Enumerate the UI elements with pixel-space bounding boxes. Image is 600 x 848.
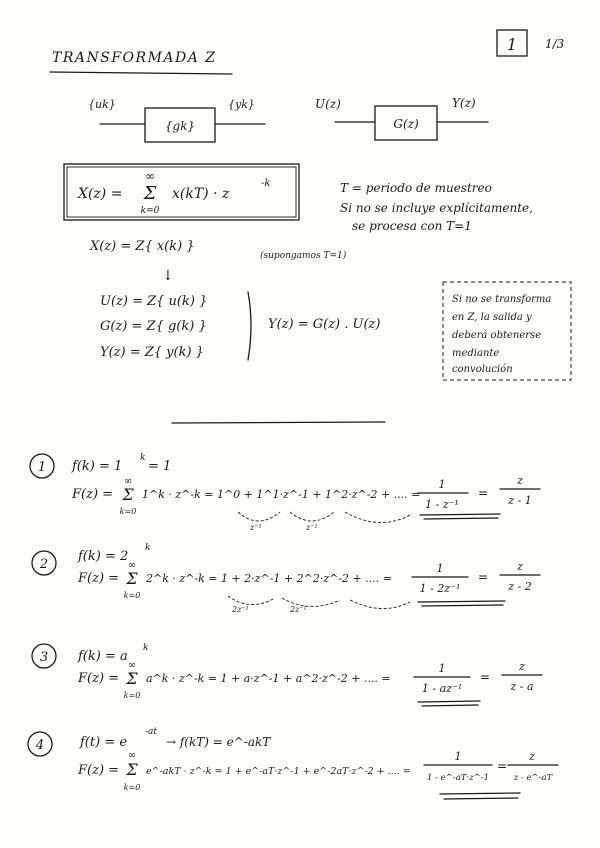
example-number: 2 bbox=[39, 557, 49, 572]
diagram-input-z: U(z) bbox=[315, 97, 341, 111]
example-F: F(z) = bbox=[72, 487, 114, 502]
example-sum-top: ∞ bbox=[127, 560, 137, 571]
def-note-3: se procesa con T=1 bbox=[352, 219, 472, 233]
example-number: 4 bbox=[35, 738, 45, 753]
def-note-2: Si no se incluye explícitamente, bbox=[340, 201, 533, 215]
z-g-line: G(z) = Z{ g(k) } bbox=[100, 319, 207, 334]
block-diagram-z bbox=[315, 96, 488, 140]
z-u-line: U(z) = Z{ u(k) } bbox=[100, 294, 208, 309]
assumption-note: (supongamos T=1) bbox=[260, 251, 347, 261]
def-note-1: T = periodo de muestreo bbox=[340, 181, 492, 195]
svg-text:z⁻¹: z⁻¹ bbox=[306, 523, 318, 532]
product-relation: Y(z) = G(z) . U(z) bbox=[268, 317, 381, 332]
example-sum-bottom: k=0 bbox=[119, 507, 137, 516]
page-title: TRANSFORMADA Z bbox=[52, 50, 217, 66]
example-f: f(k) = 2 bbox=[78, 549, 129, 564]
z-y-line: Y(z) = Z{ y(k) } bbox=[100, 345, 204, 360]
example-frac2-num: z bbox=[519, 660, 525, 673]
example-sum-bottom: k=0 bbox=[123, 783, 141, 792]
example-frac1-den: 1 - 2z⁻¹ bbox=[419, 582, 461, 595]
svg-text:=: = bbox=[480, 670, 491, 684]
example-f-exp: k bbox=[140, 453, 146, 463]
example-frac2-den: z - e^-aT bbox=[513, 773, 553, 783]
example-frac2-num: z bbox=[517, 560, 523, 573]
example-sum-symbol: Σ bbox=[122, 485, 134, 504]
section-divider bbox=[172, 422, 385, 423]
example-number: 1 bbox=[37, 460, 47, 475]
down-arrow: ↓ bbox=[162, 268, 174, 284]
example-f: f(t) = e bbox=[80, 735, 128, 750]
example-frac1-num: 1 bbox=[438, 478, 446, 491]
example-f: f(k) = a bbox=[78, 649, 128, 664]
block-diagram-time bbox=[88, 98, 265, 142]
example-f-exp: k bbox=[143, 643, 149, 653]
example-frac2-den: z - 1 bbox=[508, 494, 532, 507]
example-sum-top: ∞ bbox=[127, 750, 137, 761]
example-frac1-den: 1 - az⁻¹ bbox=[421, 682, 463, 695]
example-sum-top: ∞ bbox=[127, 660, 137, 671]
example-sum-symbol: Σ bbox=[126, 760, 138, 779]
svg-text:2z⁻¹: 2z⁻¹ bbox=[290, 605, 307, 614]
def-sum-bottom: k=0 bbox=[140, 206, 160, 216]
diagram-output-seq: {yk} bbox=[228, 98, 255, 111]
svg-text:=: = bbox=[497, 759, 508, 773]
dashed-note-5: convolución bbox=[452, 364, 513, 375]
example-expansion: 1^k · z^-k = 1^0 + 1^1·z^-1 + 1^2·z^-2 + .... = bbox=[142, 488, 421, 501]
brace bbox=[248, 292, 251, 360]
dashed-note-3: deberá obtenerse bbox=[452, 330, 542, 341]
example-f-exp: k bbox=[145, 543, 151, 553]
example-f-tail: = 1 bbox=[148, 459, 172, 474]
page-number: 1 bbox=[506, 35, 518, 54]
example-sum-symbol: Σ bbox=[126, 669, 138, 688]
example-3 bbox=[32, 643, 542, 706]
example-ratio: 2z⁻¹ bbox=[232, 605, 249, 614]
example-sum-bottom: k=0 bbox=[123, 591, 141, 600]
def-sum-top: ∞ bbox=[145, 169, 155, 183]
example-4 bbox=[28, 727, 558, 799]
def-sum-symbol: Σ bbox=[143, 183, 157, 204]
example-f-exp: -at bbox=[145, 727, 158, 737]
example-frac2-den: z - a bbox=[510, 680, 534, 693]
example-expansion: 2^k · z^-k = 1 + 2·z^-1 + 2^2·z^-2 + .... = bbox=[146, 572, 392, 585]
diagram-block-label: {gk} bbox=[164, 119, 196, 133]
diagram-output-z: Y(z) bbox=[452, 96, 476, 110]
example-frac1-num: 1 bbox=[454, 750, 462, 763]
example-f-tail: → f(kT) = e^-akT bbox=[166, 735, 271, 749]
example-expansion: e^-akT · z^-k = 1 + e^-aT·z^-1 + e^-2aT·z^-2 + .... = bbox=[146, 766, 411, 777]
diagram-block-G-label: G(z) bbox=[393, 117, 419, 131]
def-term-exp: -k bbox=[261, 178, 271, 189]
example-frac1-num: 1 bbox=[438, 662, 446, 675]
example-2 bbox=[32, 543, 540, 614]
example-F: F(z) = bbox=[78, 671, 120, 686]
def-lhs: X(z) = bbox=[78, 186, 123, 202]
example-F: F(z) = bbox=[78, 571, 120, 586]
example-frac1-den: 1 - e^-aT·z^-1 bbox=[426, 773, 490, 783]
example-ratio: z⁻¹ bbox=[250, 523, 262, 532]
page-fraction: 1/3 bbox=[545, 37, 565, 51]
dashed-note-2: en Z, la salida y bbox=[452, 312, 532, 323]
example-frac1-num: 1 bbox=[436, 562, 444, 575]
svg-text:=: = bbox=[478, 570, 489, 584]
example-sum-top: ∞ bbox=[123, 476, 133, 487]
dashed-note-4: mediante bbox=[452, 348, 500, 359]
example-1 bbox=[30, 453, 540, 532]
title-underline bbox=[50, 72, 232, 74]
def-term: x(kT) · z bbox=[172, 186, 230, 202]
definition-box bbox=[64, 164, 299, 220]
example-frac1-den: 1 - z⁻¹ bbox=[425, 498, 459, 511]
example-sum-symbol: Σ bbox=[126, 569, 138, 588]
example-frac2-den: z - 2 bbox=[508, 580, 532, 593]
dashed-note-1: Si no se transforma bbox=[452, 294, 552, 305]
z-definition-line: X(z) = Z{ x(k) } bbox=[90, 239, 195, 254]
example-number: 3 bbox=[39, 650, 49, 665]
diagram-input-seq: {uk} bbox=[88, 98, 116, 111]
example-frac2-num: z bbox=[517, 474, 523, 487]
example-f: f(k) = 1 bbox=[72, 459, 123, 474]
example-frac2-num: z bbox=[529, 750, 535, 763]
example-F: F(z) = bbox=[78, 763, 120, 778]
example-expansion: a^k · z^-k = 1 + a·z^-1 + a^2·z^-2 + .... = bbox=[146, 672, 391, 685]
example-sum-bottom: k=0 bbox=[123, 691, 141, 700]
svg-text:=: = bbox=[478, 486, 489, 500]
